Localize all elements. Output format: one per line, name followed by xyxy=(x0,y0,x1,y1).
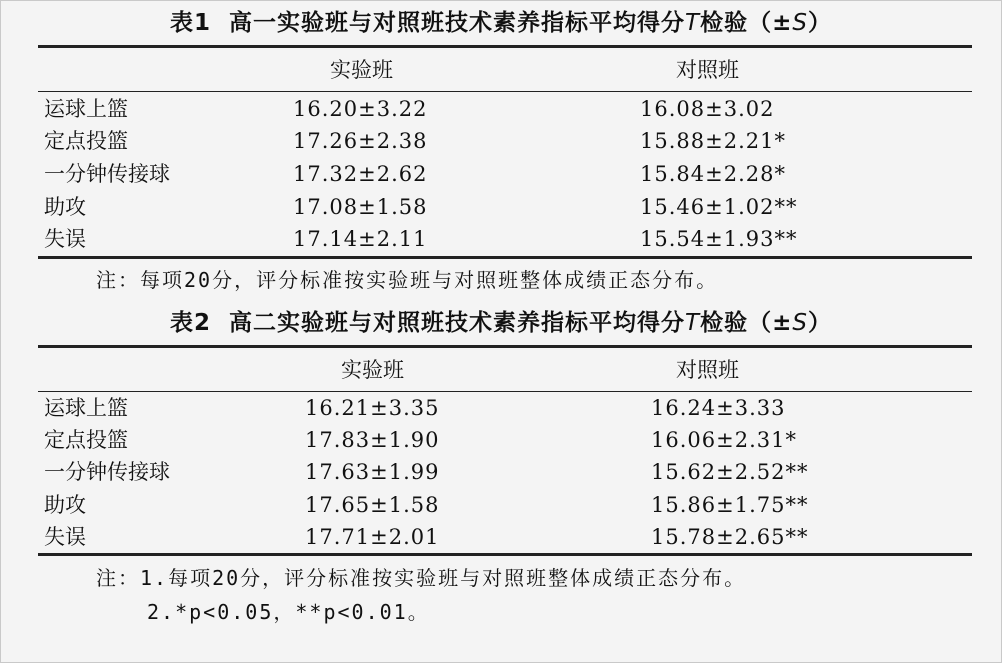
row-label: 失误 xyxy=(44,525,86,549)
table2-title-test: 检验（± xyxy=(700,310,793,336)
control-value: 15.46±1.02** xyxy=(640,195,798,219)
row-label: 助攻 xyxy=(44,493,86,517)
table2-title-close: ） xyxy=(807,310,832,336)
table1-title-s: S xyxy=(792,10,808,36)
experimental-value: 16.21±3.35 xyxy=(305,396,440,420)
table-row xyxy=(0,94,1002,127)
control-value: 15.86±1.75** xyxy=(651,493,809,517)
table1-title-close: ） xyxy=(807,10,832,36)
row-label: 运球上篮 xyxy=(44,396,128,420)
table2-title-t: T xyxy=(685,310,701,336)
table1-header-experimental: 实验班 xyxy=(330,58,393,82)
row-label: 一分钟传接球 xyxy=(44,162,170,186)
table-row xyxy=(0,192,1002,225)
row-label: 定点投篮 xyxy=(44,428,128,452)
table1-header-control: 对照班 xyxy=(676,58,739,82)
table1-title-test: 检验（± xyxy=(700,10,793,36)
table-row xyxy=(0,393,1002,426)
experimental-value: 17.71±2.01 xyxy=(305,525,440,549)
row-label: 一分钟传接球 xyxy=(44,460,170,484)
table2-header-experimental: 实验班 xyxy=(341,358,404,382)
experimental-value: 17.08±1.58 xyxy=(293,195,428,219)
experimental-value: 17.83±1.90 xyxy=(305,428,440,452)
experimental-value: 17.65±1.58 xyxy=(305,493,440,517)
table2-top-rule xyxy=(38,345,972,348)
table2-title-text: 高二实验班与对照班技术素养指标平均得分 xyxy=(229,310,686,336)
control-value: 15.54±1.93** xyxy=(640,227,798,251)
control-value: 15.84±2.28* xyxy=(640,162,786,186)
table2-title-s: S xyxy=(792,310,808,336)
control-value: 15.78±2.65** xyxy=(651,525,809,549)
table1-header-rule xyxy=(38,91,972,92)
table2-note-line1: 注：1.每项20分，评分标准按实验班与对照班整体成绩正态分布。 xyxy=(96,566,747,590)
table-row xyxy=(0,490,1002,523)
experimental-value: 17.26±2.38 xyxy=(293,129,428,153)
experimental-value: 17.14±2.11 xyxy=(293,227,428,251)
control-value: 16.24±3.33 xyxy=(651,396,786,420)
table-row xyxy=(0,425,1002,458)
table2-title xyxy=(0,308,1002,338)
table-row xyxy=(0,159,1002,192)
row-label: 助攻 xyxy=(44,195,86,219)
table1-title-text: 高一实验班与对照班技术素养指标平均得分 xyxy=(229,10,686,36)
table-row xyxy=(0,522,1002,555)
table1-number: 表1 xyxy=(170,10,212,36)
table1-top-rule xyxy=(38,45,972,48)
table-row xyxy=(0,457,1002,490)
table1-title-t: T xyxy=(685,10,701,36)
table2-header-rule xyxy=(38,391,972,392)
table-row xyxy=(0,126,1002,159)
row-label: 运球上篮 xyxy=(44,97,128,121)
table1-note: 注：每项20分，评分标准按实验班与对照班整体成绩正态分布。 xyxy=(96,268,719,292)
table1-title xyxy=(0,8,1002,38)
table1-bottom-rule xyxy=(38,256,972,259)
table2-note-line2: 2.*p<0.05，**p<0.01。 xyxy=(147,600,430,624)
table2-header-control: 对照班 xyxy=(676,358,739,382)
experimental-value: 17.63±1.99 xyxy=(305,460,440,484)
row-label: 定点投篮 xyxy=(44,129,128,153)
row-label: 失误 xyxy=(44,227,86,251)
experimental-value: 17.32±2.62 xyxy=(293,162,428,186)
table-row xyxy=(0,224,1002,257)
table2-number: 表2 xyxy=(170,310,212,336)
table2-bottom-rule xyxy=(38,553,972,556)
control-value: 15.62±2.52** xyxy=(651,460,809,484)
control-value: 16.08±3.02 xyxy=(640,97,775,121)
control-value: 16.06±2.31* xyxy=(651,428,797,452)
experimental-value: 16.20±3.22 xyxy=(293,97,428,121)
control-value: 15.88±2.21* xyxy=(640,129,786,153)
